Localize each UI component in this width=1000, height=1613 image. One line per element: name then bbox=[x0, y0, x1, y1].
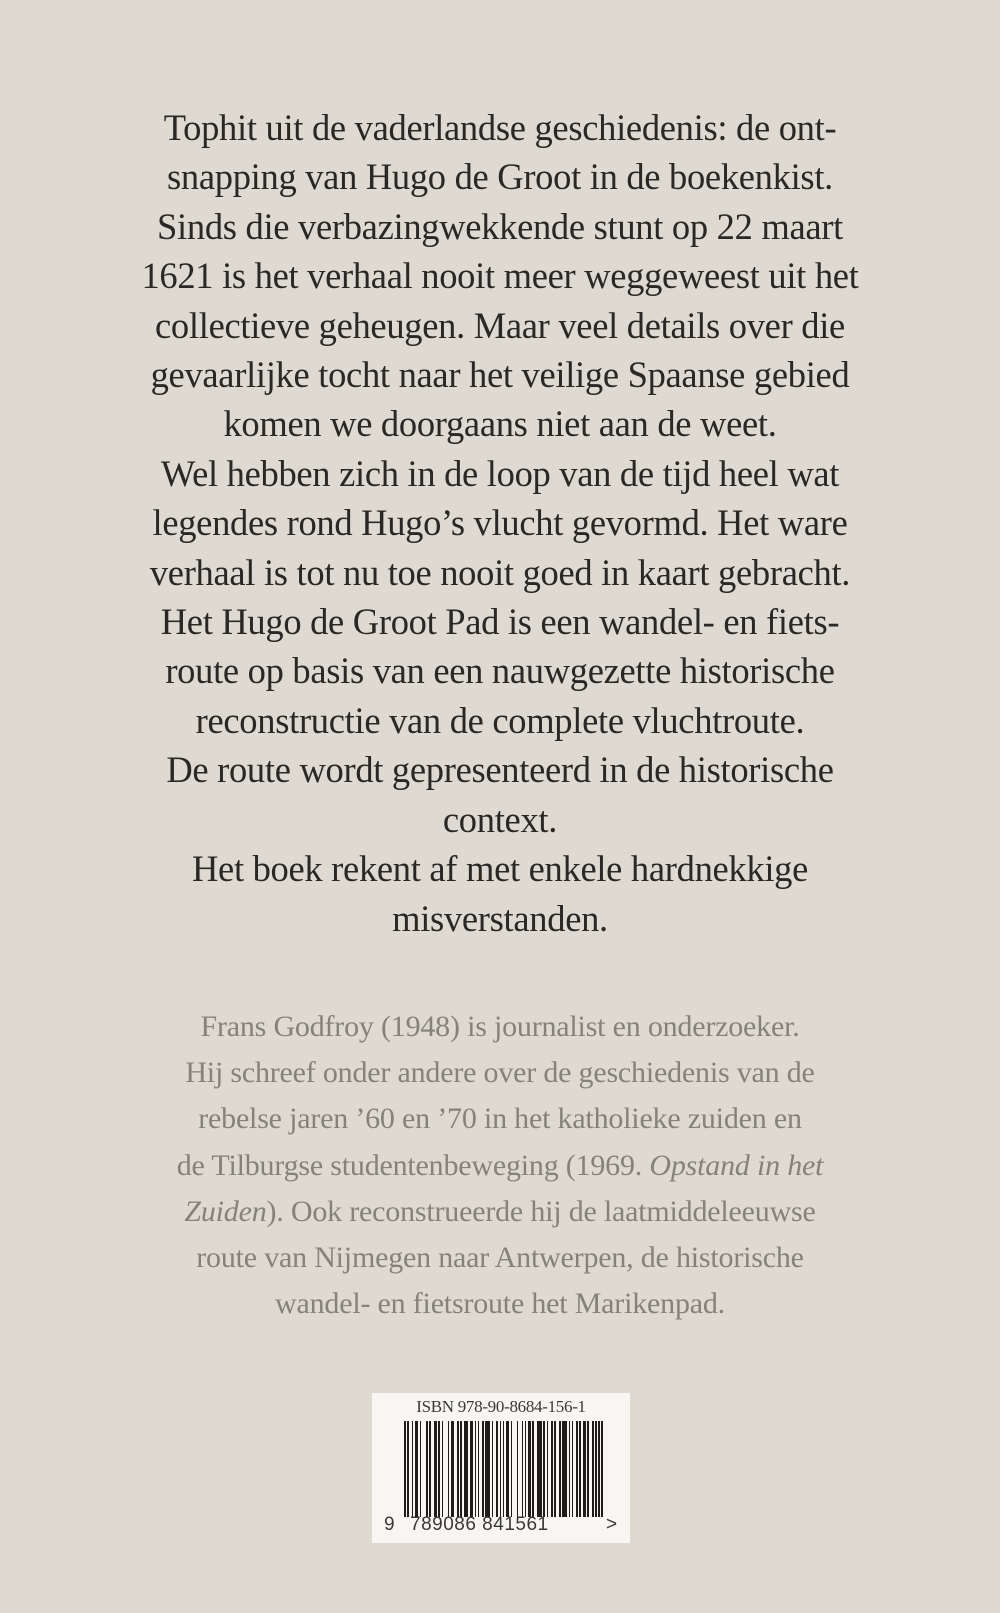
ean-arrow: > bbox=[606, 1514, 618, 1535]
barcode-bars bbox=[404, 1421, 604, 1517]
blurb-text bbox=[60, 103, 940, 943]
isbn-barcode bbox=[372, 1393, 630, 1543]
isbn-label: ISBN 978-90-8684-156-1 bbox=[416, 1397, 586, 1416]
blurb-line: route op basis van een nauwgezette historische bbox=[165, 650, 835, 692]
blurb-line: gevaarlijke tocht naar het veilige Spaanse gebied bbox=[150, 354, 850, 396]
blurb-line: collectieve geheugen. Maar veel details over die bbox=[155, 304, 845, 346]
ean-first-digit: 9 bbox=[384, 1514, 396, 1535]
blurb-line: Sinds die verbazingwekkende stunt op 22 maart bbox=[157, 205, 843, 247]
blurb-line: komen we doorgaans niet aan de weet. bbox=[223, 403, 777, 445]
bio-line-text: de Tilburgse studentenbeweging (1969. bbox=[176, 1148, 650, 1182]
blurb-line: reconstructie van de complete vluchtroute. bbox=[195, 699, 805, 741]
blurb-line: Wel hebben zich in de loop van de tijd heel wat bbox=[160, 452, 840, 494]
bio-line: Hij schreef onder andere over de geschiedenis van de bbox=[185, 1056, 815, 1090]
blurb-line: De route wordt gepresenteerd in de historische bbox=[166, 749, 834, 791]
book-title-italic: Zuiden bbox=[184, 1194, 267, 1228]
bio-line bbox=[60, 1143, 940, 1189]
bio-line: wandel- en fietsroute het Marikenpad. bbox=[275, 1287, 725, 1321]
blurb-line: legendes rond Hugo’s vlucht gevormd. Het ware bbox=[152, 502, 848, 544]
blurb-line: 1621 is het verhaal nooit meer weggeweest uit het bbox=[141, 255, 859, 297]
bio-line-text: ). Ook reconstrueerde hij de laatmiddeleeuwse bbox=[266, 1194, 816, 1228]
blurb-line: context. bbox=[442, 798, 558, 840]
blurb-line: snapping van Hugo de Groot in de boekenkist. bbox=[167, 156, 833, 198]
ean-digits: 789086 841561 bbox=[410, 1514, 549, 1535]
barcode-bar bbox=[601, 1421, 603, 1517]
bio-line bbox=[60, 1189, 940, 1235]
bio-line: rebelse jaren ’60 en ’70 in het katholieke zuiden en bbox=[198, 1102, 802, 1136]
blurb-line: misverstanden. bbox=[392, 897, 608, 939]
author-bio bbox=[60, 1004, 940, 1327]
blurb-line: Het boek rekent af met enkele hardnekkige bbox=[191, 848, 809, 890]
bio-line: route van Nijmegen naar Antwerpen, de historische bbox=[196, 1241, 804, 1275]
blurb-line: Het Hugo de Groot Pad is een wandel- en fiets- bbox=[160, 601, 840, 643]
blurb-line: verhaal is tot nu toe nooit goed in kaart gebracht. bbox=[149, 551, 851, 593]
book-title-italic: Opstand in het bbox=[649, 1148, 824, 1182]
bio-line: Frans Godfroy (1948) is journalist en onderzoeker. bbox=[200, 1010, 800, 1043]
blurb-line: Tophit uit de vaderlandse geschiedenis: de ont- bbox=[163, 107, 837, 148]
